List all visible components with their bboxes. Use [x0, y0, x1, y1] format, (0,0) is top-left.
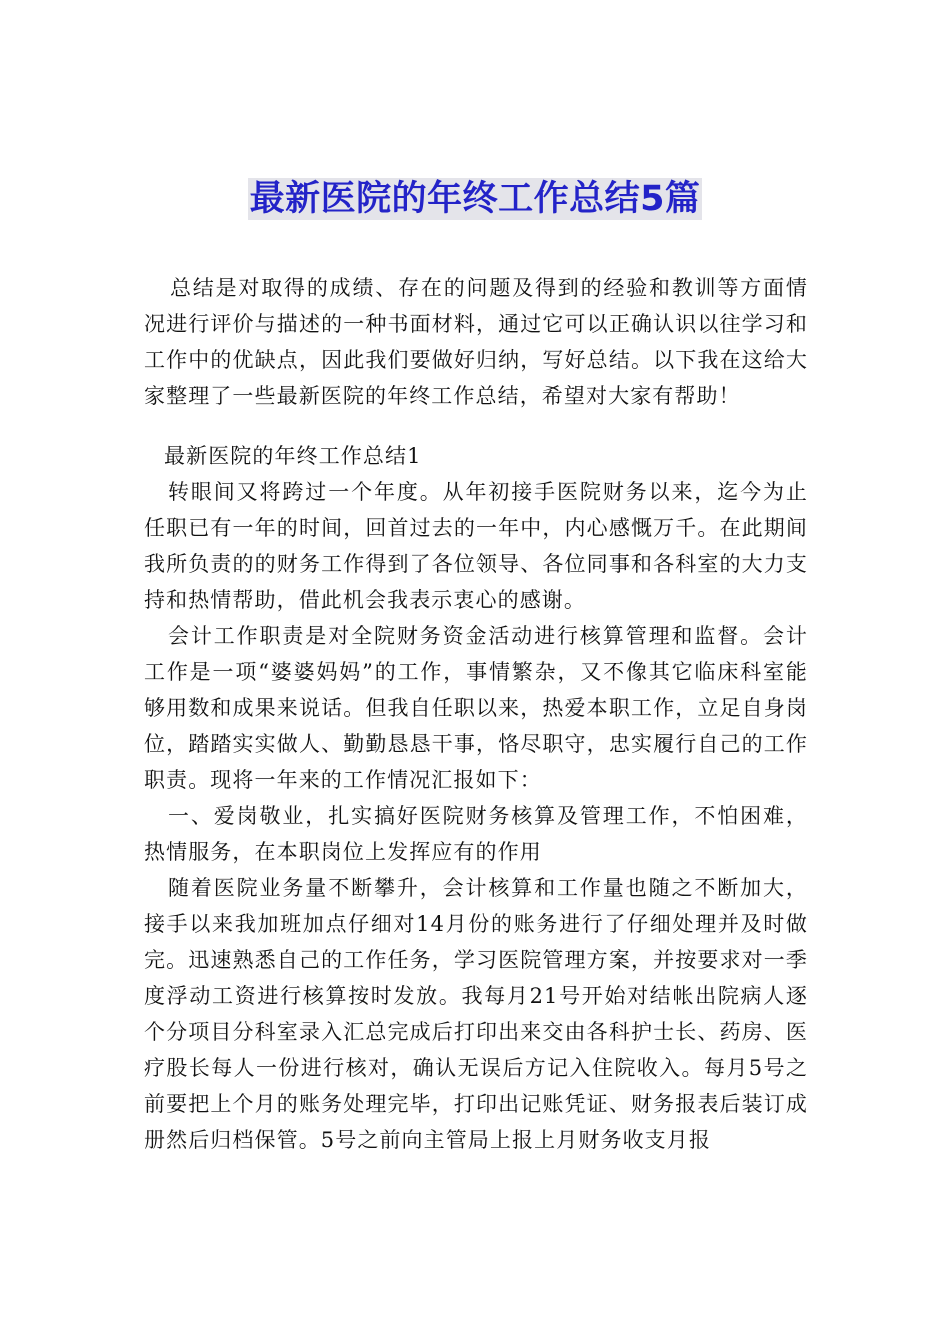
body-paragraph-4: 随着医院业务量不断攀升，会计核算和工作量也随之不断加大，接手以来我加班加点仔细对14月份的账务进行了仔细处理并及时做完。迅速熟悉自己的工作任务，学习医院管理方案，并按要求对一季度浮动工资进行核算按时发放。我每月21号开始对结帐出院病人逐个分项目分科室录入汇总完成后打印出来交由各科护士长、药房、医疗股长每人一份进行核对，确认无误后方记入住院收入。每月5号之前要把上个月的账务处理完毕，打印出记账凭证、财务报表后装订成册然后归档保管。5号之前向主管局上报上月财务收支月报: [144, 876, 808, 1152]
body-paragraph-1: 转眼间又将跨过一个年度。从年初接手医院财务以来，迄今为止任职已有一年的时间，回首过去的一年中，内心感慨万千。在此期间我所负责的的财务工作得到了各位领导、各位同事和各科室的大力支持和热情帮助，借此机会我表示衷心的感谢。: [144, 480, 808, 612]
title-container: [0, 178, 950, 220]
body-paragraph-2: 会计工作职责是对全院财务资金活动进行核算管理和监督。会计工作是一项“婆婆妈妈”的工作，事情繁杂，又不像其它临床科室能够用数和成果来说话。但我自任职以来，热爱本职工作，立足自身岗位，踏踏实实做人、勤勤恳恳干事，恪尽职守，忠实履行自己的工作职责。现将一年来的工作情况汇报如下：: [144, 624, 808, 792]
intro-paragraph: 总结是对取得的成绩、存在的问题及得到的经验和教训等方面情况进行评价与描述的一种书面材料，通过它可以正确认识以往学习和工作中的优缺点，因此我们要做好归纳，写好总结。以下我在这给大家整理了一些最新医院的年终工作总结，希望对大家有帮助！: [144, 276, 808, 408]
document-body: [144, 270, 808, 1158]
document-title: 最新医院的年终工作总结5篇: [249, 179, 701, 219]
section-heading: 最新医院的年终工作总结1: [164, 444, 422, 468]
body-paragraph-3: 一、爱岗敬业，扎实搞好医院财务核算及管理工作，不怕困难，热情服务，在本职岗位上发挥应有的作用: [144, 804, 808, 864]
